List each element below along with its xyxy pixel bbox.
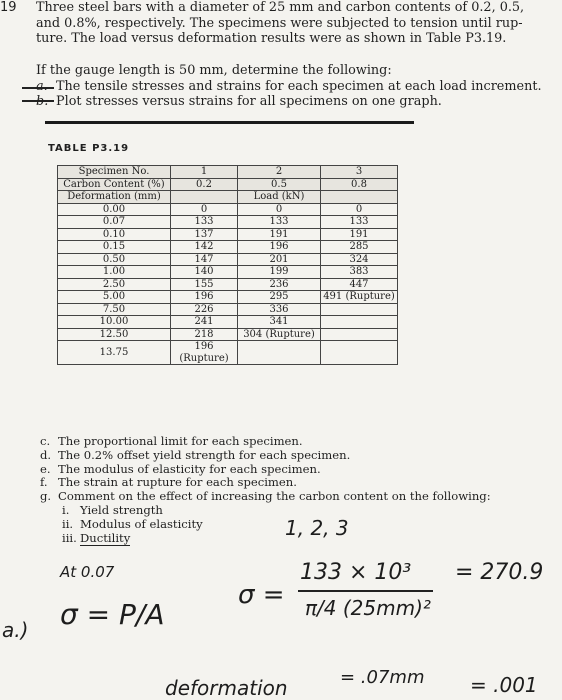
part-a xyxy=(36,79,556,95)
part-text: The 0.2% offset yield strength for each specimen. xyxy=(58,447,351,462)
table-cell: 133 xyxy=(238,216,321,229)
part-text: The strain at rupture for each specimen. xyxy=(58,475,297,490)
question-lead: If the gauge length is 50 mm, determine the following: xyxy=(36,63,392,78)
part-mark: d. xyxy=(40,447,52,462)
table-cell: 1.00 xyxy=(58,266,171,279)
table-header-cell xyxy=(321,191,398,204)
table-row xyxy=(58,291,398,304)
handwritten-deformation-word: deformation xyxy=(165,676,288,700)
part-mark: e. xyxy=(40,461,51,476)
table-header-cell xyxy=(171,191,238,204)
part-g xyxy=(40,490,560,504)
table-cell: 285 xyxy=(321,241,398,254)
table-cell: 133 xyxy=(171,216,238,229)
table-cell: 0 xyxy=(171,203,238,216)
section-rule xyxy=(45,121,414,124)
part-c xyxy=(40,435,560,449)
table-header-cell: 1 xyxy=(171,166,238,179)
table-cell: 196 xyxy=(171,291,238,304)
subpart-text: Yield strength xyxy=(80,502,163,517)
table-cell: 241 xyxy=(171,316,238,329)
table-cell: 383 xyxy=(321,266,398,279)
question-block xyxy=(36,63,556,110)
table-header-cell: 0.2 xyxy=(171,178,238,191)
table-cell: 5.00 xyxy=(58,291,171,304)
problem-statement xyxy=(36,0,556,47)
table-cell xyxy=(321,328,398,341)
table-cell: 191 xyxy=(321,228,398,241)
table-cell: 226 xyxy=(171,303,238,316)
table-header-cell: 3 xyxy=(321,166,398,179)
part-text: Plot stresses versus strains for all specimens on one graph. xyxy=(56,94,442,109)
table-row xyxy=(58,303,398,316)
problem-number: 19 xyxy=(0,0,17,15)
handwritten-specimens: 1, 2, 3 xyxy=(285,516,349,540)
table-cell: 13.75 xyxy=(58,341,171,365)
table-cell: 0 xyxy=(238,203,321,216)
table-cell: 147 xyxy=(171,253,238,266)
table-row xyxy=(58,328,398,341)
table-cell: 341 xyxy=(238,316,321,329)
table-header-row xyxy=(58,178,398,191)
table-cell: 336 xyxy=(238,303,321,316)
table-cell: 236 xyxy=(238,278,321,291)
table-cell: 12.50 xyxy=(58,328,171,341)
part-f xyxy=(40,476,560,490)
table-row xyxy=(58,341,398,365)
table-row xyxy=(58,266,398,279)
subpart-mark: ii. xyxy=(62,516,74,531)
table-cell: 295 xyxy=(238,291,321,304)
table-cell: 324 xyxy=(321,253,398,266)
table-cell: 155 xyxy=(171,278,238,291)
table-cell: 10.00 xyxy=(58,316,171,329)
part-text: Comment on the effect of increasing the carbon content on the following: xyxy=(58,489,491,504)
table-cell: 491 (Rupture) xyxy=(321,291,398,304)
part-text: The proportional limit for each specimen. xyxy=(58,434,303,448)
table-cell: 304 (Rupture) xyxy=(238,328,321,341)
part-d xyxy=(40,449,560,463)
intro-line: and 0.8%, respectively. The specimens were subjected to tension until rup- xyxy=(36,15,523,31)
part-mark: c. xyxy=(40,434,51,448)
subpart-mark: i. xyxy=(62,502,70,517)
part-mark: f. xyxy=(40,475,48,490)
table-cell: 140 xyxy=(171,266,238,279)
handwritten-numerator: 133 × 10³ xyxy=(300,560,412,585)
table-cell: 447 xyxy=(321,278,398,291)
table-header-cell: 0.5 xyxy=(238,178,321,191)
part-mark: b. xyxy=(36,94,49,109)
table-cell: 191 xyxy=(238,228,321,241)
table-cell: 0.10 xyxy=(58,228,171,241)
table-cell xyxy=(321,341,398,365)
table-cell: 218 xyxy=(171,328,238,341)
handwritten-denominator: π/4 (25mm)² xyxy=(305,596,431,620)
table-cell xyxy=(321,316,398,329)
table-row xyxy=(58,203,398,216)
subpart-text: Ductility xyxy=(80,530,131,545)
table-cell: 199 xyxy=(238,266,321,279)
table-header-cell: Specimen No. xyxy=(58,166,171,179)
table-caption: TABLE P3.19 xyxy=(48,143,130,154)
table-header-row xyxy=(58,191,398,204)
part-text: The modulus of elasticity for each specimen. xyxy=(58,461,321,476)
table-header-cell: Deformation (mm) xyxy=(58,191,171,204)
handwritten-strain-value: = .001 xyxy=(470,673,538,697)
handwritten-at-note: At 0.07 xyxy=(60,563,115,581)
table-row xyxy=(58,253,398,266)
table-row xyxy=(58,216,398,229)
handwritten-stress-formula: σ = P/A xyxy=(60,598,165,631)
intro-line: Three steel bars with a diameter of 25 mm and carbon contents of 0.2, 0.5, xyxy=(36,0,525,15)
table-cell xyxy=(238,341,321,365)
table-cell: 137 xyxy=(171,228,238,241)
handwritten-result: = 270.9 xyxy=(455,560,544,585)
subpart-mark: iii. xyxy=(62,530,77,545)
table-row xyxy=(58,241,398,254)
table-header-cell: 2 xyxy=(238,166,321,179)
part-e xyxy=(40,463,560,477)
handwritten-deformation-value: = .07mm xyxy=(340,667,425,688)
table-header-row xyxy=(58,166,398,179)
part-mark: g. xyxy=(40,489,52,504)
table-row xyxy=(58,278,398,291)
part-b xyxy=(36,94,556,110)
table-cell: 0.07 xyxy=(58,216,171,229)
table-header-cell: 0.8 xyxy=(321,178,398,191)
part-text: The tensile stresses and strains for each specimen at each load increment. xyxy=(56,78,542,94)
table-cell: 0.00 xyxy=(58,203,171,216)
table-cell: 133 xyxy=(321,216,398,229)
table-row xyxy=(58,228,398,241)
table-cell: 196 (Rupture) xyxy=(171,341,238,365)
table-header-cell: Load (kN) xyxy=(238,191,321,204)
table-cell: 142 xyxy=(171,241,238,254)
table-cell xyxy=(321,303,398,316)
table-cell: 0.50 xyxy=(58,253,171,266)
subpart-text: Modulus of elasticity xyxy=(80,516,203,531)
table-cell: 2.50 xyxy=(58,278,171,291)
table-row xyxy=(58,316,398,329)
part-mark: a. xyxy=(36,78,48,94)
handwritten-sigma: σ = xyxy=(238,580,285,610)
table-header-cell: Carbon Content (%) xyxy=(58,178,171,191)
intro-line: ture. The load versus deformation results were as shown in Table P3.19. xyxy=(36,31,507,46)
table-cell: 196 xyxy=(238,241,321,254)
table-cell: 7.50 xyxy=(58,303,171,316)
fraction-bar xyxy=(298,590,433,592)
handwritten-part-label: a.) xyxy=(2,618,29,642)
table-cell: 201 xyxy=(238,253,321,266)
table-cell: 0.15 xyxy=(58,241,171,254)
data-table xyxy=(57,165,398,365)
table-cell: 0 xyxy=(321,203,398,216)
